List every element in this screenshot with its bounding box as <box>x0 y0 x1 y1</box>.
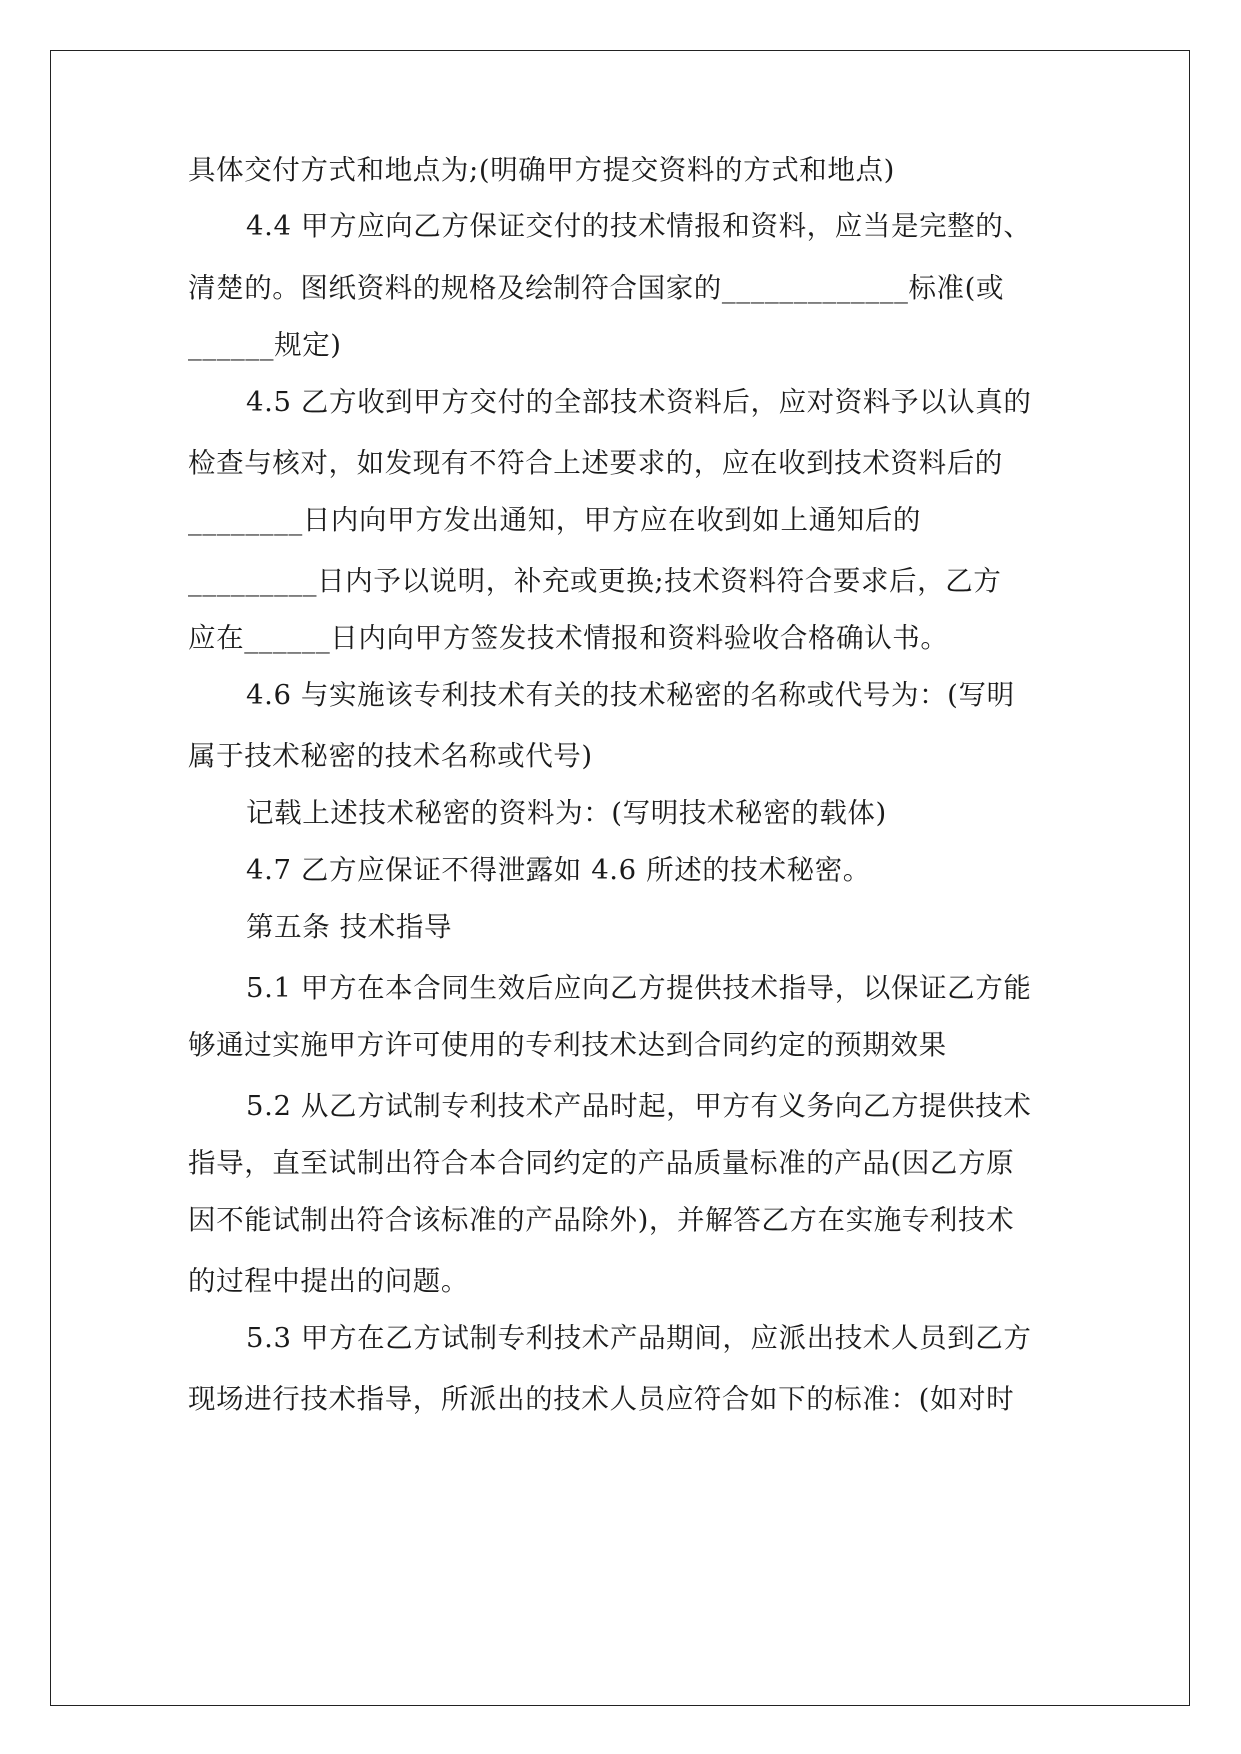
text-line: 4.6 与实施该专利技术有关的技术秘密的名称或代号为：(写明 <box>246 679 1015 711</box>
text-line: 应在______日内向甲方签发技术情报和资料验收合格确认书。 <box>188 622 949 654</box>
text-line: 5.3 甲方在乙方试制专利技术产品期间，应派出技术人员到乙方 <box>246 1322 1032 1354</box>
text-line: 记载上述技术秘密的资料为：(写明技术秘密的载体) <box>246 797 887 829</box>
text-line: 4.5 乙方收到甲方交付的全部技术资料后，应对资料予以认真的 <box>246 386 1032 418</box>
text-line: 现场进行技术指导，所派出的技术人员应符合如下的标准：(如对时 <box>188 1383 1015 1415</box>
text-line: 够通过实施甲方许可使用的专利技术达到合同约定的预期效果 <box>188 1029 947 1061</box>
text-line: 检查与核对，如发现有不符合上述要求的，应在收到技术资料后的 <box>188 447 1003 479</box>
text-line: 属于技术秘密的技术名称或代号) <box>188 740 593 772</box>
text-line: ________日内向甲方发出通知，甲方应在收到如上通知后的 <box>188 504 921 536</box>
text-line: 5.2 从乙方试制专利技术产品时起，甲方有义务向乙方提供技术 <box>246 1090 1032 1122</box>
text-line: 4.4 甲方应向乙方保证交付的技术情报和资料，应当是完整的、 <box>246 210 1032 242</box>
text-line: 4.7 乙方应保证不得泄露如 4.6 所述的技术秘密。 <box>246 854 871 886</box>
text-line: ______规定) <box>188 329 342 361</box>
text-line: 指导，直至试制出符合本合同约定的产品质量标准的产品(因乙方原 <box>188 1147 1015 1179</box>
section-heading: 第五条 技术指导 <box>246 911 453 943</box>
text-line: 具体交付方式和地点为;(明确甲方提交资料的方式和地点) <box>188 154 895 186</box>
text-line: _________日内予以说明，补充或更换;技术资料符合要求后，乙方 <box>188 565 1002 597</box>
text-line: 因不能试制出符合该标准的产品除外)，并解答乙方在实施专利技术 <box>188 1204 1015 1236</box>
text-line: 5.1 甲方在本合同生效后应向乙方提供技术指导，以保证乙方能 <box>246 972 1032 1004</box>
text-line: 的过程中提出的问题。 <box>188 1265 469 1297</box>
text-line: 清楚的。图纸资料的规格及绘制符合国家的_____________标准(或 <box>188 272 1005 304</box>
